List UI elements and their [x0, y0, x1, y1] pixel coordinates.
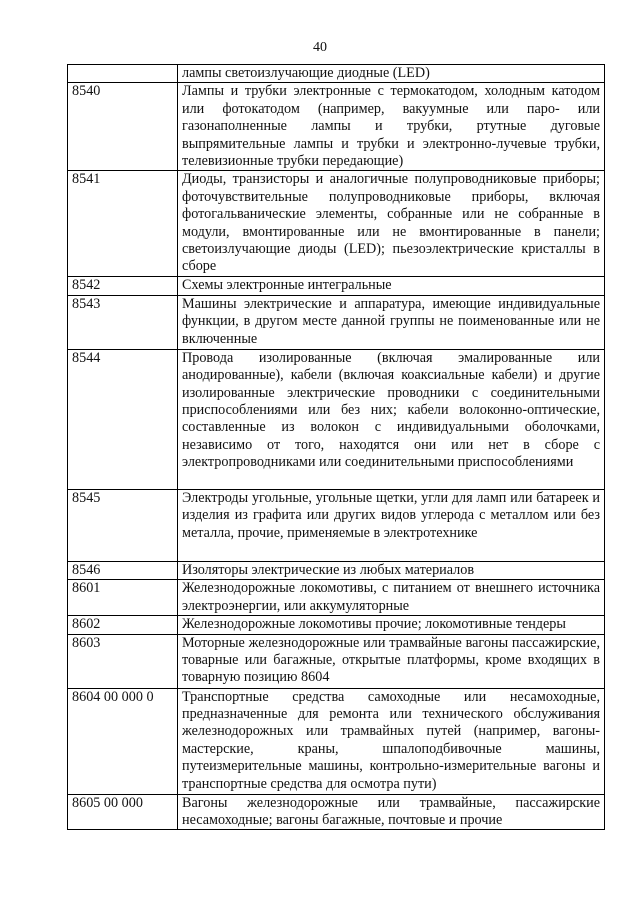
hs-code-cell: 8601	[68, 580, 178, 616]
description-cell: Диоды, транзисторы и аналогичные полупроводниковые приборы; фоточувствительные полупроводниковые приборы, включая фотогальванические элементы, собранные или не собранные в модули, вмонтированные или не вмонтированные в панели; светоизлучающие диоды (LED); пьезоэлектрические кристаллы в сборе	[178, 171, 605, 277]
description-cell: Машины электрические и аппаратура, имеющие индивидуальные функции, в другом месте данной группы не поименованные или не включенные	[178, 295, 605, 349]
description-cell: Лампы и трубки электронные с термокатодом, холодным катодом или фотокатодом (например, вакуумные или паро- или газонаполненные лампы и трубки, ртутные дуговые выпрямительные лампы и трубки и электронно-лучевые трубки, телевизионные трубки передающие)	[178, 83, 605, 171]
hs-code-cell: 8545	[68, 489, 178, 561]
table-row	[68, 634, 605, 688]
table-row	[68, 171, 605, 277]
description-cell: Железнодорожные локомотивы прочие; локомотивные тендеры	[178, 616, 605, 634]
hs-code-cell: 8602	[68, 616, 178, 634]
page-number: 40	[313, 40, 327, 55]
table-row	[68, 580, 605, 616]
table-row	[68, 561, 605, 579]
table-row	[68, 295, 605, 349]
table-row	[68, 489, 605, 561]
code-table	[67, 64, 605, 830]
hs-code-cell: 8543	[68, 295, 178, 349]
table-row	[68, 794, 605, 830]
table-row	[68, 688, 605, 794]
table-row	[68, 349, 605, 489]
hs-code-cell: 8546	[68, 561, 178, 579]
hs-code-cell	[68, 65, 178, 83]
table-row	[68, 616, 605, 634]
table-row	[68, 277, 605, 295]
description-cell: Провода изолированные (включая эмалированные или анодированные), кабели (включая коаксиальные кабели) и другие изолированные электрические проводники с соединительными приспособлениями или без них; кабели волоконно-оптические, составленные из волокон с индивидуальными оболочками, независимо от того, находятся они или нет в сборе с электропроводниками или соединительными приспособлениями	[178, 349, 605, 489]
description-cell: Электроды угольные, угольные щетки, угли для ламп или батареек и изделия из графита или других видов углерода с металлом или без металла, прочие, применяемые в электротехнике	[178, 489, 605, 561]
hs-code-cell: 8542	[68, 277, 178, 295]
hs-code-cell: 8604 00 000 0	[68, 688, 178, 794]
table-row	[68, 83, 605, 171]
hs-code-cell: 8540	[68, 83, 178, 171]
hs-code-cell: 8541	[68, 171, 178, 277]
hs-code-cell: 8603	[68, 634, 178, 688]
description-cell: Схемы электронные интегральные	[178, 277, 605, 295]
description-cell: Транспортные средства самоходные или несамоходные, предназначенные для ремонта или технического обслуживания железнодорожных или трамвайных путей (например, вагоны-мастерские, краны, шпалоподбивочные машины, путеизмерительные машины, контрольно-измерительные вагоны и транспортные средства для осмотра пути)	[178, 688, 605, 794]
code-table-body	[68, 65, 605, 830]
description-cell: Вагоны железнодорожные или трамвайные, пассажирские несамоходные; вагоны багажные, почтовые и прочие	[178, 794, 605, 830]
hs-code-cell: 8605 00 000	[68, 794, 178, 830]
hs-code-cell: 8544	[68, 349, 178, 489]
description-cell: Железнодорожные локомотивы, с питанием от внешнего источника электроэнергии, или аккумуляторные	[178, 580, 605, 616]
table-row	[68, 65, 605, 83]
description-cell: лампы светоизлучающие диодные (LED)	[178, 65, 605, 83]
description-cell: Изоляторы электрические из любых материалов	[178, 561, 605, 579]
description-cell: Моторные железнодорожные или трамвайные вагоны пассажирские, товарные или багажные, открытые платформы, кроме входящих в товарную позицию 8604	[178, 634, 605, 688]
